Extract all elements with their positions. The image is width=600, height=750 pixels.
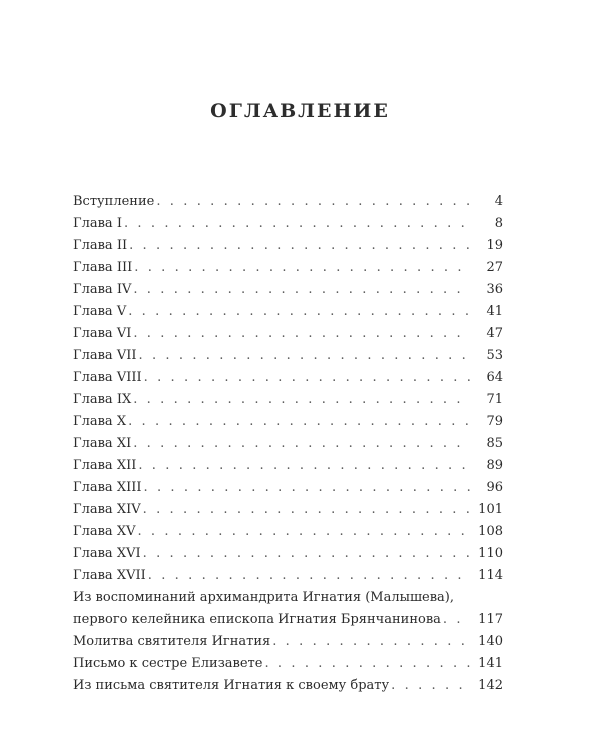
dot-leader	[264, 653, 471, 675]
toc-entry-page: 71	[486, 392, 503, 407]
dot-leader	[137, 521, 471, 543]
toc-entry[interactable]	[73, 367, 503, 389]
toc-entry[interactable]	[73, 411, 503, 433]
dot-leader	[133, 389, 471, 411]
dot-leader	[443, 609, 471, 631]
toc-entry-label: Глава IV	[73, 282, 132, 297]
toc-entry[interactable]	[73, 345, 503, 367]
toc-entry[interactable]	[73, 257, 503, 279]
toc-entry-page: 101	[478, 502, 503, 517]
toc-entry-label: Глава XI	[73, 436, 132, 451]
toc-entry-label: Глава VI	[73, 326, 132, 341]
toc-entry-page: 96	[486, 480, 503, 495]
toc-entry-label: Глава VIII	[73, 370, 142, 385]
dot-leader	[128, 411, 471, 433]
dot-leader	[143, 477, 471, 499]
toc-entry-page: 36	[486, 282, 503, 297]
dot-leader	[144, 367, 471, 389]
toc-entry[interactable]	[73, 389, 503, 411]
page-title: ОГЛАВЛЕНИЕ	[210, 100, 390, 122]
dot-leader	[156, 191, 471, 213]
toc-entry[interactable]	[73, 499, 503, 521]
toc-entry-label: Глава XIII	[73, 480, 142, 495]
dot-leader	[143, 499, 471, 521]
toc-entry-label: Из письма святителя Игнатия к своему брату	[73, 678, 390, 693]
dot-leader	[138, 345, 471, 367]
toc-entry-page: 110	[478, 546, 503, 561]
toc-entry-label: Вступление	[73, 194, 155, 209]
toc-entry[interactable]	[73, 631, 503, 653]
toc-entry[interactable]	[73, 279, 503, 301]
toc-entry-label: Глава VII	[73, 348, 137, 363]
dot-leader	[124, 213, 471, 235]
dot-leader	[134, 257, 471, 279]
toc-entry-label: Глава XV	[73, 524, 136, 539]
toc-entry-label: Глава IX	[73, 392, 132, 407]
toc-entry-page: 4	[494, 194, 503, 209]
dot-leader	[129, 235, 471, 257]
toc-entry-label: Молитва святителя Игнатия	[73, 634, 271, 649]
table-of-contents	[73, 191, 503, 697]
toc-entry-label: Глава V	[73, 304, 127, 319]
toc-entry[interactable]	[73, 433, 503, 455]
toc-entry-label-line1: Из воспоминаний архимандрита Игнатия (Малышева),	[73, 590, 454, 605]
toc-entry-page: 27	[486, 260, 503, 275]
toc-entry-label: Глава III	[73, 260, 133, 275]
toc-entry[interactable]	[73, 675, 503, 697]
toc-entry-label: Глава XVII	[73, 568, 146, 583]
toc-entry-label: Глава II	[73, 238, 128, 253]
toc-entry-label: Глава XIV	[73, 502, 141, 517]
toc-entry-page: 108	[478, 524, 503, 539]
dot-leader	[133, 323, 471, 345]
toc-entry-label: Письмо к сестре Елизавете	[73, 656, 263, 671]
toc-entry-page: 117	[478, 612, 503, 627]
toc-entry[interactable]	[73, 521, 503, 543]
dot-leader	[133, 279, 471, 301]
toc-entry-page: 85	[486, 436, 503, 451]
dot-leader	[128, 301, 471, 323]
dot-leader	[272, 631, 471, 653]
dot-leader	[133, 433, 471, 455]
toc-entry[interactable]	[73, 191, 503, 213]
toc-entry-label: Глава I	[73, 216, 122, 231]
toc-entry[interactable]	[73, 213, 503, 235]
toc-entry-page: 47	[486, 326, 503, 341]
toc-entry[interactable]	[73, 323, 503, 345]
dot-leader	[391, 675, 471, 697]
dot-leader	[148, 565, 471, 587]
toc-entry-page: 64	[486, 370, 503, 385]
toc-entry[interactable]	[73, 301, 503, 323]
toc-entry[interactable]	[73, 543, 503, 565]
toc-entry-label: Глава X	[73, 414, 127, 429]
toc-entry-page: 114	[478, 568, 503, 583]
toc-entry-page: 140	[478, 634, 503, 649]
toc-entry-page: 89	[486, 458, 503, 473]
toc-entry-page: 41	[486, 304, 503, 319]
toc-entry-label: Глава XII	[73, 458, 137, 473]
toc-entry-label: Глава XVI	[73, 546, 141, 561]
dot-leader	[143, 543, 471, 565]
toc-entry[interactable]	[73, 477, 503, 499]
toc-entry[interactable]	[73, 455, 503, 477]
dot-leader	[138, 455, 471, 477]
toc-entry-page: 8	[494, 216, 503, 231]
toc-entry[interactable]	[73, 565, 503, 587]
toc-entry-page: 19	[486, 238, 503, 253]
toc-entry-page: 53	[486, 348, 503, 363]
toc-entry-page: 141	[478, 656, 503, 671]
toc-entry-page: 79	[486, 414, 503, 429]
toc-entry[interactable]	[73, 235, 503, 257]
toc-entry-memoir[interactable]	[73, 587, 503, 631]
toc-entry-page: 142	[478, 678, 503, 693]
toc-entry-label-line2: первого келейника епископа Игнатия Брянчанинова	[73, 612, 441, 627]
toc-entry[interactable]	[73, 653, 503, 675]
